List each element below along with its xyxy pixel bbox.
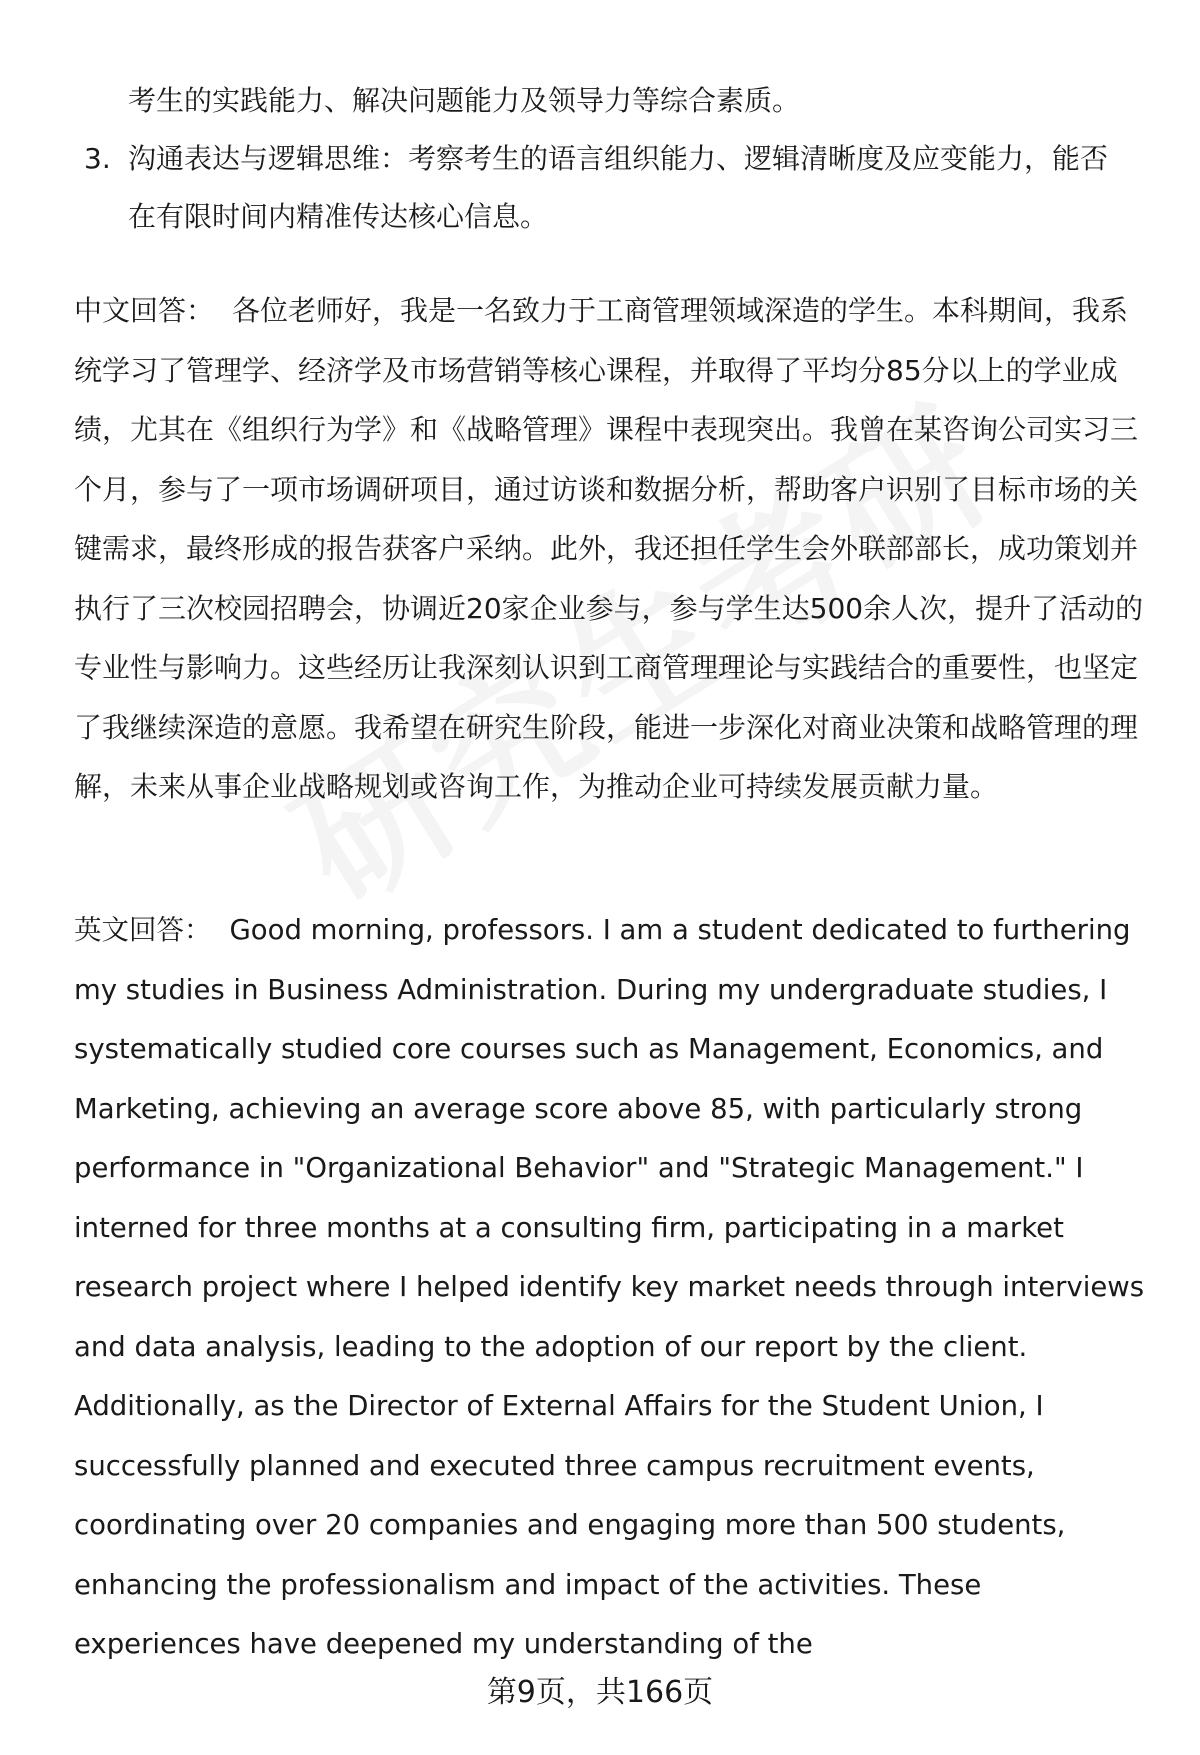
list-item-3 xyxy=(84,130,1154,246)
english-answer-label: 英文回答： xyxy=(74,914,212,946)
page-number: 第9页，共166页 xyxy=(486,1675,714,1710)
english-answer-paragraph xyxy=(74,901,1154,1675)
list-item-number: 3. xyxy=(84,142,111,175)
chinese-answer-paragraph xyxy=(74,281,1154,817)
chinese-answer-label: 中文回答： xyxy=(74,294,215,327)
list-item-text: 沟通表达与逻辑思维：考察考生的语言组织能力、逻辑清晰度及应变能力，能否在有限时间内精准传达核心信息。 xyxy=(128,142,1109,233)
page-footer xyxy=(0,1668,1200,1718)
list-item-continuation: 考生的实践能力、解决问题能力及领导力等综合素质。 xyxy=(128,84,801,117)
english-answer-text: Good morning, professors. I am a student dedicated to furthering my studies in Business Administration. During my undergraduate studies, I systematically studied core courses such as Management, Economics, and Marketing, achieving an average score above 85, with particularly strong performance in "Organizational Behavior" and "Strategic Management." I interned for three months at a consulting firm, participating in a market research project where I helped identify key market needs through interviews and data analysis, leading to the adoption of our report by the client. Additionally, as the Director of External Affairs for the Student Union, I successfully planned and executed three campus recruitment events, coordinating over 20 companies and engaging more than 500 students, enhancing the professionalism and impact of the activities. These experiences have deepened my understanding of the xyxy=(74,914,1145,1660)
chinese-answer-text: 各位老师好，我是一名致力于工商管理领域深造的学生。本科期间，我系统学习了管理学、经济学及市场营销等核心课程，并取得了平均分85分以上的学业成绩，尤其在《组织行为学》和《战略管理》课程中表现突出。我曾在某咨询公司实习三个月，参与了一项市场调研项目，通过访谈和数据分析，帮助客户识别了目标市场的关键需求，最终形成的报告获客户采纳。此外，我还担任学生会外联部部长，成功策划并执行了三次校园招聘会，协调近20家企业参与，参与学生达500余人次，提升了活动的专业性与影响力。这些经历让我深刻认识到工商管理理论与实践结合的重要性，也坚定了我继续深造的意愿。我希望在研究生阶段，能进一步深化对商业决策和战略管理的理解，未来从事企业战略规划或咨询工作，为推动企业可持续发展贡献力量。 xyxy=(74,294,1144,803)
